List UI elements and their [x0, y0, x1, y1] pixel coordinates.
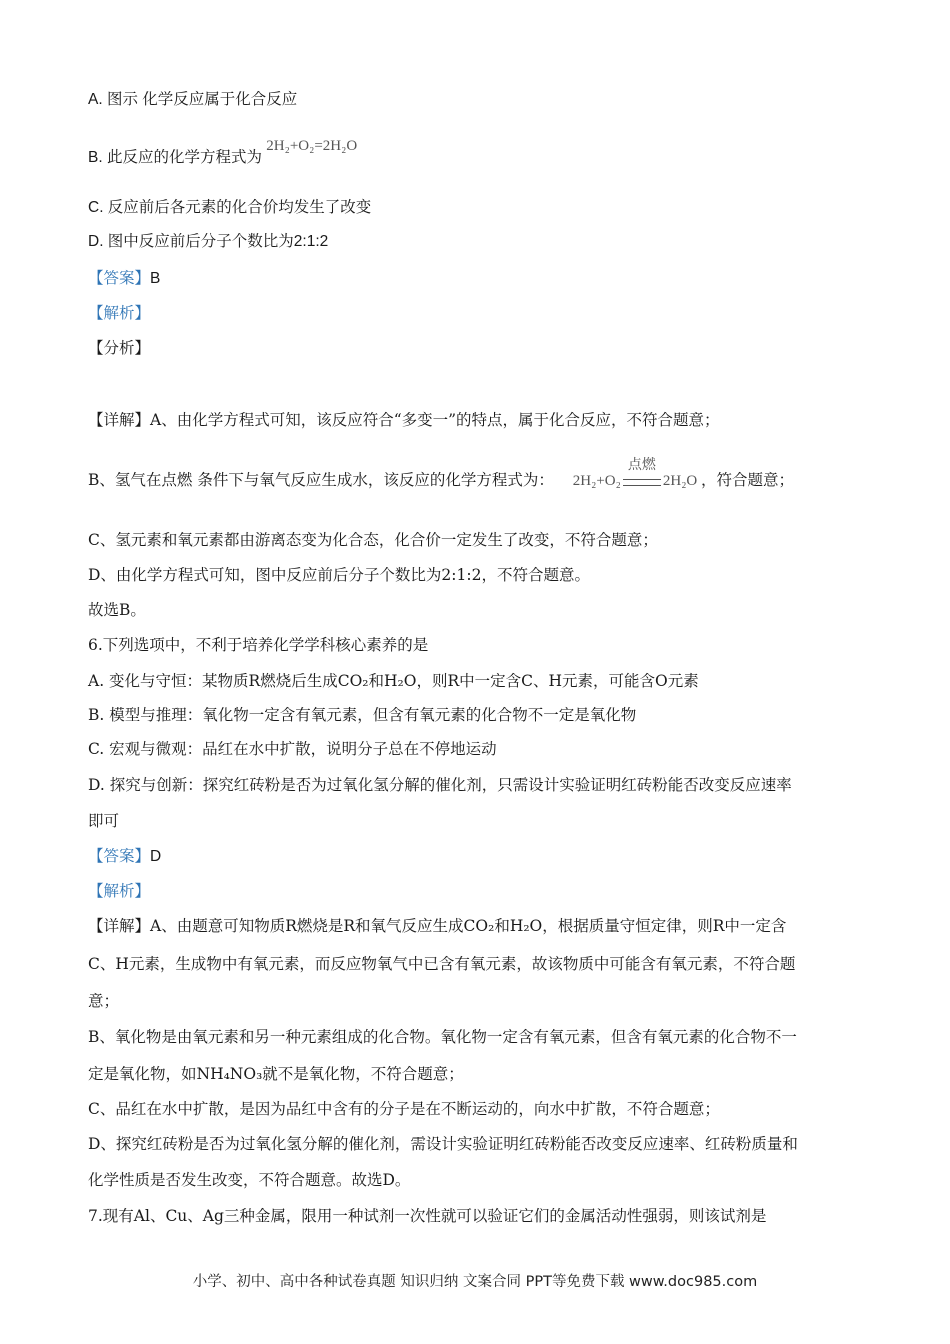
q6-option-b: B. 模型与推理：氧化物一定含有氧元素，但含有氧元素的化合物不一定是氧化物 — [88, 706, 637, 724]
q5-detail-b-equation — [572, 457, 701, 489]
q6-option-d-line1: D. 探究与创新：探究红砖粉是否为过氧化氢分解的催化剂，只需设计实验证明红砖粉能否改变反应速率 — [88, 776, 792, 794]
q6-detail-d-line2: 化学性质是否发生改变，不符合题意。故选D。 — [88, 1171, 411, 1189]
q5-fenxi-label: 【分析】 — [88, 339, 151, 357]
q6-detail-b-line2: 定是氧化物，如NH₄NO₃就不是氧化物，不符合题意； — [88, 1065, 464, 1083]
q5-analysis-label: 【解析】 — [88, 304, 151, 322]
q6-detail-a-line2: C、H元素，生成物中有氧元素，而反应物氧气中已含有氧元素，故该物质中可能含有氧元素，不符合题 — [88, 955, 796, 973]
eq-right: 2H₂O — [662, 473, 698, 489]
q6-option-d-line2: 即可 — [88, 812, 120, 830]
q6-analysis-label: 【解析】 — [88, 882, 151, 900]
q6-detail-c: C、品红在水中扩散，是因为品红中含有的分子是在不断运动的，向水中扩散，不符合题意； — [88, 1100, 720, 1118]
q5-option-b-text: B. 此反应的化学方程式为 — [88, 149, 262, 166]
q7-stem: 7.现有Al、Cu、Ag三种金属，限用一种试剂一次性就可以验证它们的金属活动性强弱，则该试剂是 — [88, 1207, 767, 1225]
q6-detail-b-line1: B、氧化物是由氧元素和另一种元素组成的化合物。氧化物一定含有氧元素，但含有氧元素的化合物不一 — [88, 1028, 797, 1046]
q5-detail-b — [88, 457, 795, 491]
q6-detail-d-line1: D、探究红砖粉是否为过氧化氢分解的催化剂，需设计实验证明红砖粉能否改变反应速率、红砖粉质量和 — [88, 1135, 798, 1153]
eq-left: 2H₂+O₂ — [572, 473, 621, 489]
q6-option-a: A. 变化与守恒：某物质R燃烧后生成CO₂和H₂O，则R中一定含C、H元素，可能含O元素 — [88, 672, 699, 690]
eq-condition: 点燃 — [627, 457, 656, 474]
q5-conclusion: 故选B。 — [88, 601, 146, 619]
q5-option-c: C. 反应前后各元素的化合价均发生了改变 — [88, 199, 372, 216]
q5-option-a: A. 图示 化学反应属于化合反应 — [88, 91, 298, 108]
answer-label: 【答案】 — [88, 269, 151, 287]
q6-detail-a-line1: 【详解】A、由题意可知物质R燃烧是R和氧气反应生成CO₂和H₂O，根据质量守恒定律，则R中一定含 — [88, 917, 787, 935]
q6-answer — [88, 846, 161, 867]
q5-detail-b-pre: B、氢气在点燃 条件下与氧气反应生成水，该反应的化学方程式为： — [88, 471, 554, 489]
q5-detail-d: D、由化学方程式可知，图中反应前后分子个数比为2:1:2，不符合题意。 — [88, 566, 590, 584]
page-footer: 小学、初中、高中各种试卷真题 知识归纳 文案合同 PPT等免费下载 www.doc985.com — [192, 1274, 758, 1290]
answer-label: 【答案】 — [88, 847, 151, 865]
q6-stem: 6.下列选项中，不利于培养化学学科核心素养的是 — [88, 636, 429, 654]
q6-option-c: C. 宏观与微观：品红在水中扩散，说明分子总在不停地运动 — [88, 740, 497, 758]
q5-detail-a: 【详解】A、由化学方程式可知，该反应符合“多变一”的特点，属于化合反应，不符合题意； — [88, 411, 720, 429]
eq-arrow — [623, 457, 661, 486]
q6-detail-a-line3: 意； — [88, 992, 120, 1010]
q5-option-d: D. 图中反应前后分子个数比为2:1:2 — [88, 233, 329, 250]
answer-value: D — [150, 848, 162, 865]
q5-option-b-equation: 2H₂+O₂=2H₂O — [266, 138, 358, 154]
q5-option-b — [88, 138, 358, 168]
q5-detail-c: C、氢元素和氧元素都由游离态变为化合态，化合价一定发生了改变，不符合题意； — [88, 531, 658, 549]
q5-answer — [88, 268, 160, 289]
q5-detail-b-post: ，符合题意； — [701, 471, 795, 489]
answer-value: B — [150, 270, 161, 287]
